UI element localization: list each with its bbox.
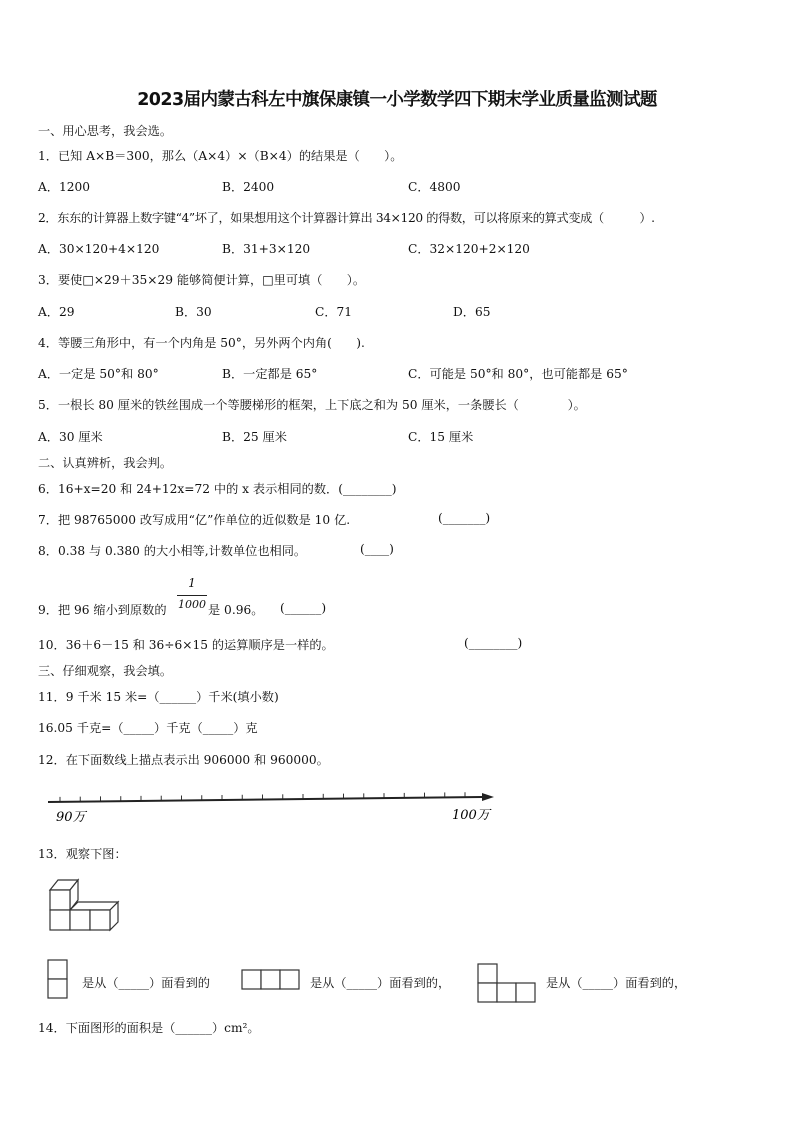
q3-option-c: C．71 (315, 305, 353, 319)
q5-option-c: C．15 厘米 (408, 430, 474, 444)
question-14: 14．下面图形的面积是（______）cm²。 (38, 1021, 260, 1035)
number-line-right-label: 100万 (452, 808, 490, 823)
q4-option-b: B．一定都是 65° (222, 367, 318, 381)
q4-option-c: C．可能是 50°和 80°，也可能都是 65° (408, 367, 628, 381)
view-2-caption: 是从（_____）面看到的， (310, 976, 451, 990)
q5-option-a: A．30 厘米 (38, 430, 103, 444)
cube-figure (46, 876, 126, 934)
question-11b: 16.05 千克=（_____）千克（_____）克 (38, 721, 258, 735)
fraction-denominator: 1000 (178, 598, 206, 611)
question-9-suffix: 是 0.96。 (208, 603, 264, 617)
q2-option-b: B．31+3×120 (222, 242, 311, 256)
q8-answer-blank[interactable]: (____) (360, 542, 394, 556)
q3-option-a: A．29 (38, 305, 75, 319)
question-2: 2．东东的计算器上数字键“4”坏了，如果想用这个计算器计算出 34×120 的得数，可以将原来的算式变成（ ）. (38, 211, 655, 225)
q1-option-b: B．2400 (222, 180, 275, 194)
question-6: 6．16+x=20 和 24+12x=72 中的 x 表示相同的数．(________) (38, 482, 397, 496)
question-12: 12．在下面数线上描点表示出 906000 和 960000。 (38, 753, 329, 767)
question-5: 5．一根长 80 厘米的铁丝围成一个等腰梯形的框架，上下底之和为 50 厘米，一条腰长（ ）。 (38, 398, 586, 412)
question-13: 13．观察下图： (38, 847, 127, 861)
section-heading-1: 一、用心思考，我会选。 (38, 124, 173, 138)
q4-option-a: A．一定是 50°和 80° (38, 367, 159, 381)
q2-option-a: A．30×120+4×120 (38, 242, 160, 256)
question-1: 1．已知 A×B＝300，那么（A×4）×（B×4）的结果是（ ）。 (38, 149, 403, 163)
section-heading-2: 二、认真辨析，我会判。 (38, 456, 173, 470)
q5-option-b: B．25 厘米 (222, 430, 287, 444)
number-line-axis (48, 797, 482, 802)
q1-option-c: C．4800 (408, 180, 461, 194)
page-title: 2023届内蒙古科左中旗保康镇一小学数学四下期末学业质量监测试题 (137, 90, 657, 110)
view-1-caption: 是从（_____）面看到的 (82, 976, 210, 990)
question-3: 3．要使□×29＋35×29 能够简便计算，□里可填（ ）。 (38, 273, 366, 287)
view-3-caption: 是从（_____）面看到的， (546, 976, 687, 990)
q3-option-b: B．30 (175, 305, 212, 319)
view-1-figure (46, 958, 70, 1002)
question-9-prefix: 9．把 96 缩小到原数的 (38, 603, 167, 617)
question-8: 8．0.38 与 0.380 的大小相等,计数单位也相同。 (38, 544, 307, 558)
number-line-left-label: 90万 (56, 810, 86, 825)
question-4: 4．等腰三角形中，有一个内角是 50°，另外两个内角( ). (38, 336, 365, 350)
view-2-figure (240, 968, 302, 992)
question-11: 11．9 千米 15 米=（______）千米(填小数) (38, 690, 279, 704)
fraction-numerator: 1 (188, 576, 196, 590)
q3-option-d: D．65 (453, 305, 491, 319)
number-line-arrow (482, 793, 494, 801)
question-10: 10．36＋6－15 和 36÷6×15 的运算顺序是一样的。 (38, 638, 334, 652)
q7-answer-blank[interactable]: (_______) (438, 511, 491, 525)
q2-option-c: C．32×120+2×120 (408, 242, 530, 256)
q1-option-a: A．1200 (38, 180, 91, 194)
number-line (40, 788, 500, 828)
section-heading-3: 三、仔细观察，我会填。 (38, 664, 173, 678)
q10-answer-blank[interactable]: (________) (464, 636, 523, 650)
q9-answer-blank[interactable]: (______) (280, 601, 327, 615)
question-7: 7．把 98765000 改写成用“亿”作单位的近似数是 10 亿. (38, 513, 351, 527)
view-3-figure (476, 962, 538, 1004)
fraction-bar (177, 595, 207, 596)
